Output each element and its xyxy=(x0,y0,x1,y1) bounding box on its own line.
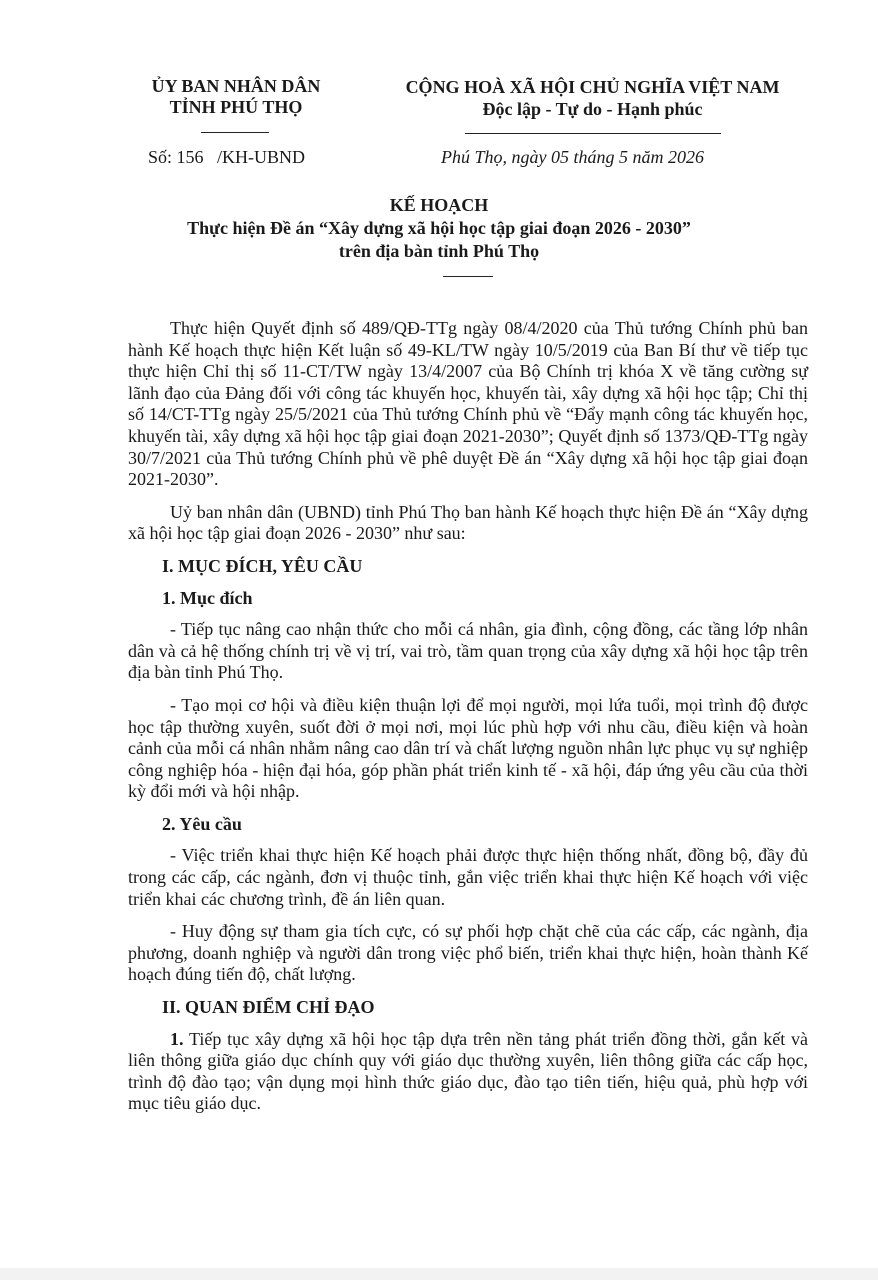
subheading-requirements: 2. Yêu cầu xyxy=(162,813,242,834)
title-line-1: Thực hiện Đề án “Xây dựng xã hội học tập giai đoạn 2026 - 2030” xyxy=(187,218,691,238)
paragraph-requirement-2: - Huy động sự tham gia tích cực, có sự phối hợp chặt chẽ của các cấp, các ngành, địa phương, doanh nghiệp và người dân trong việc phổ biến, triển khai thực hiện, hoàn thành Kế hoạch đúng tiến độ, chất lượng. xyxy=(128,921,808,985)
title-line-2: trên địa bàn tỉnh Phú Thọ xyxy=(338,241,540,261)
paragraph-intro: Thực hiện Quyết định số 489/QĐ-TTg ngày 08/4/2020 của Thủ tướng Chính phủ ban hành Kế hoạch thực hiện Kết luận số 49-KL/TW ngày 10/5/2019 của Ban Bí thư về tiếp tục thực hiện Chỉ thị số 11-CT/TW ngày 13/4/2007 của Bộ Chính trị khóa X về tăng cường sự lãnh đạo của Đảng đối với công tác khuyến học, khuyến tài, xây dựng xã hội học tập; Chỉ thị số 14/CT-TTg ngày 25/5/2021 của Thủ tướng Chính phủ về “Đẩy mạnh công tác khuyến học, khuyến tài, xây dựng xã hội học tập giai đoạn 2021-2030”; Quyết định số 1373/QĐ-TTg ngày 30/7/2021 của Thủ tướng Chính phủ về phê duyệt Đề án “Xây dựng xã hội học tập giai đoạn 2021-2030”. xyxy=(128,318,808,490)
section-heading-2: II. QUAN ĐIỂM CHỈ ĐẠO xyxy=(162,997,375,1018)
paragraph-announcement: Uỷ ban nhân dân (UBND) tỉnh Phú Thọ ban hành Kế hoạch thực hiện Đề án “Xây dựng xã hội học tập giai đoạn 2026 - 2030” như sau: xyxy=(128,501,808,544)
title-underline xyxy=(443,276,493,277)
viewpoint-text: Tiếp tục xây dựng xã hội học tập dựa trên nền tảng phát triển đồng thời, gắn kết và liên thông giữa giáo dục chính quy với giáo dục thường xuyên, liên thông giữa các cấp học, trình độ đào tạo; vận dụng mọi hình thức giáo dục, đào tạo tiên tiến, hiệu quả, phù hợp với mục tiêu giáo dục. xyxy=(128,1028,808,1114)
paragraph-requirement-1: - Việc triển khai thực hiện Kế hoạch phải được thực hiện thống nhất, đồng bộ, đầy đủ trong các cấp, các ngành, đơn vị thuộc tỉnh, gắn việc triển khai thực hiện Kế hoạch với việc triển khai các chương trình, đề án liên quan. xyxy=(128,845,808,909)
agency-line-2: TỈNH PHÚ THỌ xyxy=(169,97,303,117)
paragraph-viewpoint-1 xyxy=(128,1029,808,1115)
title-main: KẾ HOẠCH xyxy=(389,195,489,215)
document-body xyxy=(128,318,808,1126)
subheading-purpose: 1. Mục đích xyxy=(162,587,253,608)
motto-underline xyxy=(465,133,721,134)
paragraph-purpose-2: - Tạo mọi cơ hội và điều kiện thuận lợi để mọi người, mọi lứa tuổi, mọi trình độ được học tập thường xuyên, suốt đời ở mọi nơi, mọi lúc phù hợp với nhu cầu, điều kiện và hoàn cảnh của mỗi cá nhân nhằm nâng cao dân trí và chất lượng nguồn nhân lực phục vụ sự nghiệp công nghiệp hóa - hiện đại hóa, góp phần phát triển kinh tế - xã hội, đáp ứng yêu cầu của thời kỳ đổi mới và hội nhập. xyxy=(128,694,808,802)
section-heading-1: I. MỤC ĐÍCH, YÊU CẦU xyxy=(162,555,363,576)
paragraph-purpose-1: - Tiếp tục nâng cao nhận thức cho mỗi cá nhân, gia đình, cộng đồng, các tầng lớp nhân dân và cả hệ thống chính trị về vị trí, vai trò, tầm quan trọng của xây dựng xã hội học tập trên địa bàn tỉnh Phú Thọ. xyxy=(128,619,808,683)
national-header xyxy=(370,76,815,120)
agency-underline xyxy=(201,132,269,133)
place-date: Phú Thọ, ngày 05 tháng 5 năm 2026 xyxy=(441,147,704,167)
nation-line-1: CỘNG HOÀ XÃ HỘI CHỦ NGHĨA VIỆT NAM xyxy=(405,77,780,97)
viewpoint-number: 1. xyxy=(170,1028,184,1049)
document-title xyxy=(60,194,818,263)
issuing-agency xyxy=(118,76,354,118)
nation-motto: Độc lập - Tự do - Hạnh phúc xyxy=(482,99,703,119)
document-number: Số: 156 /KH-UBND xyxy=(148,147,306,167)
agency-line-1: ỦY BAN NHÂN DÂN xyxy=(151,76,321,96)
